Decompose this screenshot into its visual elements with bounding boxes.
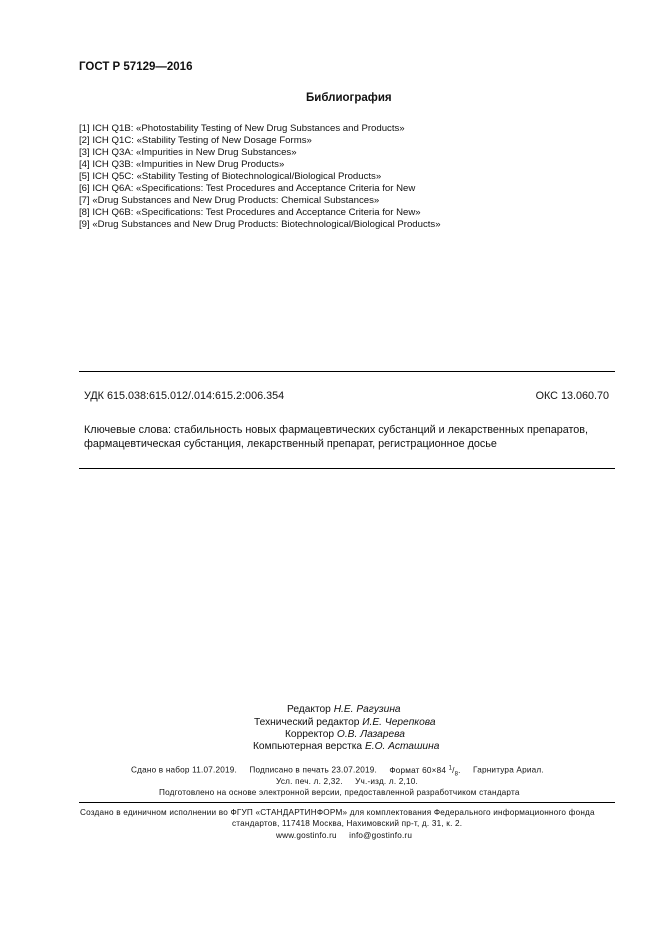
footer-line-2: стандартов, 117418 Москва, Нахимовский пр-т, д. 31, к. 2. <box>232 819 463 828</box>
print-sheets: Усл. печ. л. 2,32. <box>276 777 343 786</box>
bibliography-item: [2] ICH Q1C: «Stability Testing of New Dosage Forms» <box>79 135 312 146</box>
divider-top <box>79 371 615 372</box>
imprint-line-2 <box>276 777 418 786</box>
editor-credit <box>287 704 401 715</box>
bibliography-item: [4] ICH Q3B: «Impurities in New Drug Products» <box>79 159 285 170</box>
format-numerator: 1 <box>448 765 453 771</box>
divider-footer <box>79 802 615 803</box>
footer-line-1: Создано в единичном исполнении во ФГУП «СТАНДАРТИНФОРМ» для комплектования Федерального информационного фонда <box>80 808 595 817</box>
divider-bottom <box>79 468 615 469</box>
website-link[interactable]: www.gostinfo.ru <box>276 831 337 840</box>
keywords-line-1: Ключевые слова: стабильность новых фармацевтических субстанций и лекарственных препаратов, <box>84 424 589 436</box>
udc-code: УДК 615.038:615.012/.014:615.2:006.354 <box>84 390 285 402</box>
bibliography-title: Библиография <box>306 92 392 104</box>
keywords-line-2: фармацевтическая субстанция, лекарственный препарат, регистрационное досье <box>84 438 497 450</box>
imprint-line-1 <box>131 765 544 777</box>
tech-editor-credit <box>254 717 436 728</box>
format-prefix: Формат 60×84 <box>389 765 447 775</box>
typeface: Гарнитура Ариал. <box>473 765 544 775</box>
footer-contacts <box>276 831 412 840</box>
publisher-sheets: Уч.-изд. л. 2,10. <box>355 777 419 786</box>
layout-name: Е.О. Асташина <box>364 741 440 752</box>
bibliography-item: [7] «Drug Substances and New Drug Products: Chemical Substances» <box>79 195 380 206</box>
format: Формат 60×84 $^1/_8$. <box>389 765 461 778</box>
bibliography-item: [1] ICH Q1B: «Photostability Testing of New Drug Substances and Products» <box>79 123 405 134</box>
bibliography-item: [6] ICH Q6A: «Specifications: Test Procedures and Acceptance Criteria for New <box>79 183 416 194</box>
standard-code: ГОСТ Р 57129—2016 <box>79 61 193 73</box>
proofreader-credit <box>285 729 405 740</box>
bibliography-item: [5] ICH Q5C: «Stability Testing of Biotechnological/Biological Products» <box>79 171 382 182</box>
signed-date: Подписано в печать 23.07.2019. <box>249 765 377 775</box>
bibliography-item: [9] «Drug Substances and New Drug Products: Biotechnological/Biological Products» <box>79 219 441 230</box>
bibliography-item: [3] ICH Q3A: «Impurities in New Drug Substances» <box>79 147 297 158</box>
oks-code: ОКС 13.060.70 <box>535 390 609 402</box>
layout-credit <box>253 741 439 752</box>
email-link[interactable]: info@gostinfo.ru <box>349 831 413 840</box>
proofreader-name: О.В. Лазарева <box>336 729 405 740</box>
editor-label: Редактор <box>287 704 331 715</box>
tech-editor-label: Технический редактор <box>254 717 360 728</box>
submitted-date: Сдано в набор 11.07.2019. <box>131 765 238 775</box>
proofreader-label: Корректор <box>285 729 335 740</box>
prepared-note: Подготовлено на основе электронной версии, предоставленной разработчиком стандарта <box>159 788 520 797</box>
editor-name: Н.Е. Рагузина <box>333 704 401 715</box>
layout-label: Компьютерная верстка <box>253 741 363 752</box>
format-denominator: 8 <box>454 771 459 778</box>
tech-editor-name: И.Е. Черепкова <box>362 717 436 728</box>
bibliography-item: [8] ICH Q6B: «Specifications: Test Procedures and Acceptance Criteria for New» <box>79 207 421 218</box>
